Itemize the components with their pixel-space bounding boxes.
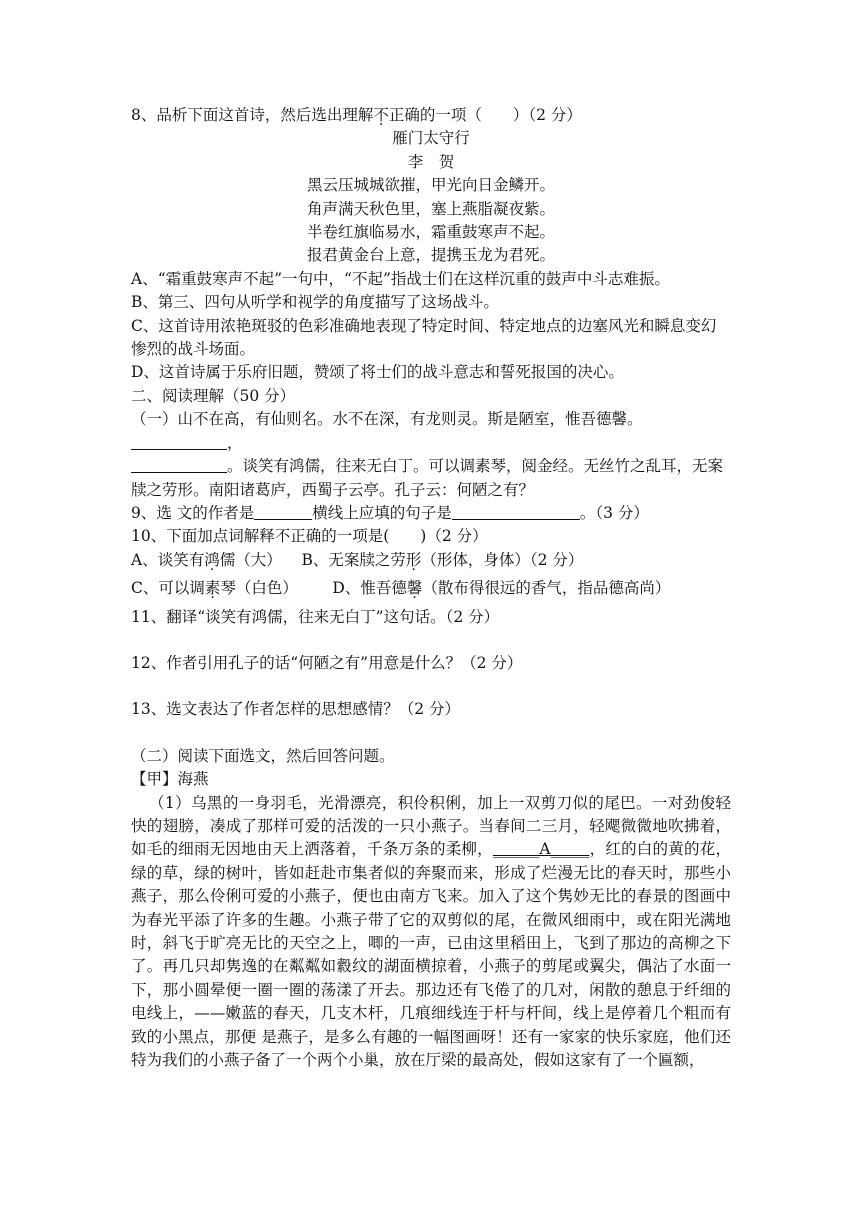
exam-page <box>131 104 731 1072</box>
option-a: A、“霜重鼓寒声不起”一句中，“不起”指战士们在这样沉重的鼓声中斗志难振。 <box>131 269 670 288</box>
poem-line: 角声满天秋色里，塞上燕脂凝夜紫。 <box>306 199 555 218</box>
poem-line: 半卷红旗临易水，霜重鼓寒声不起。 <box>306 223 555 242</box>
question-11: 11、翻译“谈笑有鸿儒，往来无白丁”这句话。（2 分） <box>131 607 500 626</box>
poem-line: 报君黄金台上意，提携玉龙为君死。 <box>306 246 555 265</box>
passage-part1-text2: 。谈笑有鸿儒，往来无白丁。可以调素琴，阅金经。无丝竹之乱耳，无案牍之劳形。南阳诸葛庐，西蜀子云亭。孔子云：何陋之有？ <box>131 457 724 499</box>
question-13: 13、选文表达了作者怎样的思想感情？（2 分） <box>131 700 461 719</box>
option-b: B、第三、四句从听学和视学的角度描写了这场战斗。 <box>131 293 499 312</box>
question-12: 12、作者引用孔子的话“何陋之有”用意是什么？（2 分） <box>131 653 523 672</box>
question-10: 10、下面加点词解释不正确的一项是( )（2 分） <box>131 527 488 546</box>
section-heading: 二、阅读理解（50 分） <box>131 386 296 405</box>
question-8-prompt: 8、品析下面这首诗，然后选出理解不正确的一项（ ）（2 分） <box>131 106 582 124</box>
passage-part2-title: 【甲】海燕 <box>131 770 209 789</box>
option-c: C、这首诗用浓艳斑驳的色彩准确地表现了特定时间、特定地点的边塞风光和瞬息变幻惨烈的战斗场面。 <box>131 316 717 359</box>
fill-blank[interactable] <box>131 456 227 473</box>
passage-part2-intro: （二）阅读下面选文，然后回答问题。 <box>131 746 395 765</box>
poem-title: 雁门太守行 <box>392 129 470 148</box>
fill-blank[interactable] <box>131 433 227 450</box>
poem-line: 黑云压城城欲摧，甲光向日金鳞开。 <box>306 176 555 195</box>
answer-blank-a[interactable]: ______A_____ <box>492 840 590 859</box>
option-d: D、这首诗属于乐府旧题，赞颂了将士们的战斗意志和誓死报国的决心。 <box>131 363 624 382</box>
question-10-ab: A、谈笑有鸿儒（大） B、无案牍之劳形（形体，身体）（2 分） <box>131 550 584 569</box>
question-9: 9、选 文的作者是 横线上应填的句子是 。（3 分） <box>131 503 649 522</box>
answer-blank[interactable] <box>254 503 312 520</box>
fill-blank-line: ， <box>131 432 731 455</box>
answer-blank[interactable] <box>452 503 580 520</box>
poem-author: 李 贺 <box>407 152 455 171</box>
passage-part1-text1: （一）山不在高，有仙则名。水不在深，有龙则灵。斯是陋室，惟吾德馨。 <box>131 410 643 429</box>
question-10-cd: C、可以调素琴（白色） D、惟吾德馨（散布得很远的香气，指品德高尚） <box>131 579 671 598</box>
passage-paragraph-1: （1）乌黑的一身羽毛，光滑漂亮，积伶积俐，加上一双剪刀似的尾巴。一对劲俊轻快的翅膀，凑成了那样可爱的活泼的一只小燕子。当春间二三月，轻飔微微地吹拂着，如毛的细雨无因地由天上洒落着，千条万条的柔柳，______A_____，红的白的黄的花，绿的草，绿的树叶，皆如赶赴市集者似的奔聚而来，形成了烂漫无比的春天时，那些小燕子，那么伶俐可爱的小燕子，便也由南方飞来。加入了这个隽妙无比的春景的图画中为春光平添了许多的生趣。小燕子带了它的双剪似的尾，在微风细雨中，或在阳光满地时，斜飞于旷亮无比的天空之上，唧的一声，已由这里稻田上，飞到了那边的高柳之下了。再几只却隽逸的在粼粼如縠纹的湖面横掠着，小燕子的剪尾或翼尖，偶沾了水面一下，那小圆晕便一圈一圈的荡漾了开去。那边还有飞倦了的几对，闲散的憩息于纤细的电线上，——嫩蓝的春天，几支木杆，几痕细线连于杆与杆间，线上是停着几个粗而有致的小黑点，那便 是燕子，是多么有趣的一幅图画呀！还有一家家的快乐家庭，他们还特为我们的小燕子备了一个两个小巢，放在厅梁的最高处，假如这家有了一个匾额， <box>131 793 731 1070</box>
